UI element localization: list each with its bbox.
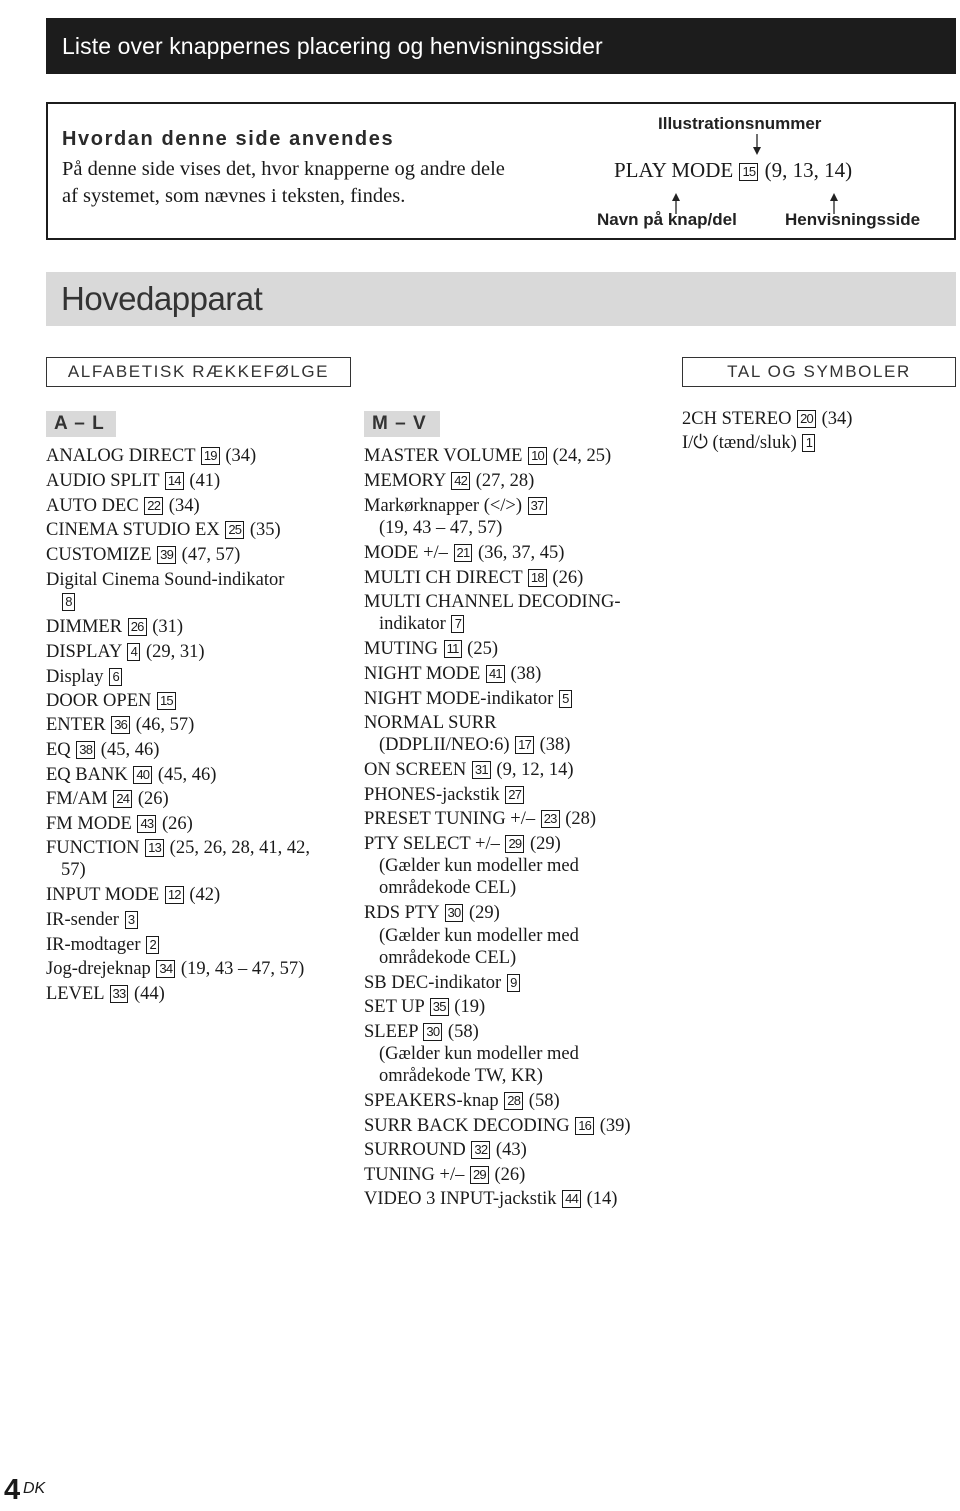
illustration-number-box: 17 bbox=[515, 736, 534, 754]
illustration-number-box: 14 bbox=[165, 472, 184, 490]
entry-label: AUTO DEC bbox=[46, 496, 139, 516]
howto-text bbox=[62, 156, 582, 210]
entry-label: FUNCTION bbox=[46, 838, 140, 858]
entry-label: områdekode TW, KR) bbox=[379, 1066, 543, 1086]
entry-label: indikator bbox=[379, 614, 446, 634]
entry-label: Display bbox=[46, 667, 104, 687]
page-number: 4 bbox=[4, 1474, 21, 1506]
entry-label: områdekode CEL) bbox=[379, 878, 517, 898]
index-entry bbox=[364, 808, 596, 830]
index-entry bbox=[364, 1188, 617, 1210]
page-reference: (38) bbox=[510, 664, 542, 684]
index-entry bbox=[46, 983, 165, 1005]
illustration-number-box: 13 bbox=[145, 839, 164, 857]
entry-label: PRESET TUNING +/– bbox=[364, 809, 536, 829]
entry-label: Markørknapper (</>) bbox=[364, 496, 523, 516]
index-entry bbox=[364, 902, 500, 924]
name-label: Navn på knap/del bbox=[597, 210, 737, 229]
entry-label: VIDEO 3 INPUT-jackstik bbox=[364, 1189, 557, 1209]
illustration-number-box: 21 bbox=[454, 544, 473, 562]
arrow-down-icon bbox=[751, 134, 763, 156]
page-reference: (47, 57) bbox=[181, 545, 241, 565]
page-reference: (29) bbox=[469, 903, 500, 923]
entry-label: EQ BANK bbox=[46, 765, 128, 785]
entry-label: MEMORY bbox=[364, 471, 446, 491]
entry-label: DOOR OPEN bbox=[46, 691, 152, 711]
illustration-number-box: 42 bbox=[451, 472, 470, 490]
illustration-number-box: 35 bbox=[430, 998, 449, 1016]
illustration-number-box: 37 bbox=[528, 497, 547, 515]
index-entry bbox=[46, 884, 220, 906]
entry-label: TUNING +/– bbox=[364, 1165, 465, 1185]
page-reference: (34) bbox=[821, 409, 853, 429]
illustration-number-box: 23 bbox=[541, 810, 560, 828]
page-reference: (46, 57) bbox=[135, 715, 195, 735]
page-reference: (35) bbox=[249, 520, 281, 540]
page-reference: (36, 37, 45) bbox=[478, 543, 565, 563]
index-entry bbox=[46, 764, 216, 786]
index-entry bbox=[46, 859, 86, 881]
index-entry bbox=[364, 925, 579, 947]
entry-label: ENTER bbox=[46, 715, 106, 735]
page-reference: (34) bbox=[225, 446, 257, 466]
illustration-number-box: 6 bbox=[109, 668, 122, 686]
page-reference: (29, 31) bbox=[145, 642, 205, 662]
page-banner: Liste over knappernes placering og henvisningssider bbox=[46, 18, 956, 74]
page-reference: (25) bbox=[467, 639, 498, 659]
entry-label: ANALOG DIRECT bbox=[46, 446, 196, 466]
entry-label: EQ bbox=[46, 740, 71, 760]
entry-label: AUDIO SPLIT bbox=[46, 471, 160, 491]
index-entry bbox=[364, 445, 611, 467]
entry-label: SET UP bbox=[364, 997, 425, 1017]
example-name: PLAY MODE bbox=[614, 158, 734, 182]
index-entry bbox=[364, 996, 485, 1018]
page-reference: (42) bbox=[189, 885, 221, 905]
index-entry bbox=[364, 784, 525, 806]
entry-label: CUSTOMIZE bbox=[46, 545, 152, 565]
index-entry bbox=[682, 432, 816, 454]
example-number-box: 15 bbox=[739, 163, 758, 181]
index-entry bbox=[364, 567, 583, 589]
index-entry bbox=[46, 788, 169, 810]
index-entry bbox=[364, 833, 561, 855]
entry-label: SLEEP bbox=[364, 1022, 418, 1042]
entry-label: IR-modtager bbox=[46, 935, 141, 955]
index-entry bbox=[364, 613, 465, 635]
illustration-number-box: 26 bbox=[128, 618, 147, 636]
entry-label: (DDPLII/NEO:6) bbox=[379, 735, 510, 755]
example-pages: (9, 13, 14) bbox=[764, 158, 853, 182]
illustration-number-box: 15 bbox=[157, 692, 176, 710]
entry-label: DISPLAY bbox=[46, 642, 122, 662]
page-suffix: DK bbox=[23, 1480, 46, 1497]
illustration-number-box: 44 bbox=[562, 1190, 581, 1208]
index-entry bbox=[364, 470, 534, 492]
illustration-number-box: 30 bbox=[423, 1023, 442, 1041]
index-entry bbox=[364, 855, 579, 877]
page-reference: (19) bbox=[454, 997, 486, 1017]
index-entry bbox=[364, 591, 621, 613]
index-entry bbox=[46, 837, 310, 859]
index-entry bbox=[364, 734, 570, 756]
illustration-number-box: 28 bbox=[504, 1092, 523, 1110]
index-entry bbox=[364, 1021, 479, 1043]
entry-label: PHONES-jackstik bbox=[364, 785, 500, 805]
index-entry bbox=[364, 972, 521, 994]
illustration-number-box: 2 bbox=[146, 936, 159, 954]
entry-label: (Gælder kun modeller med bbox=[379, 926, 579, 946]
page-reference: (14) bbox=[586, 1189, 618, 1209]
page-reference: (58) bbox=[528, 1091, 560, 1111]
illustration-number-box: 4 bbox=[127, 643, 140, 661]
page-reference: (26) bbox=[552, 568, 584, 588]
howto-box bbox=[46, 102, 956, 240]
page-reference: (28) bbox=[565, 809, 597, 829]
illustration-number-box: 5 bbox=[559, 690, 572, 708]
illustration-number-box: 30 bbox=[445, 904, 464, 922]
index-entry bbox=[46, 616, 183, 638]
group-a-l: A – L bbox=[46, 411, 116, 437]
page-reference: (19, 43 – 47, 57) bbox=[180, 959, 305, 979]
entry-label: områdekode CEL) bbox=[379, 948, 517, 968]
index-entry bbox=[46, 958, 304, 980]
entry-label: ON SCREEN bbox=[364, 760, 467, 780]
index-entry bbox=[364, 1065, 543, 1087]
illustration-number-box: 40 bbox=[133, 766, 152, 784]
howto-line-1: På denne side vises det, hvor knapperne og andre dele bbox=[62, 158, 505, 180]
illustration-number-box: 27 bbox=[505, 786, 524, 804]
illustration-number-box: 12 bbox=[165, 886, 184, 904]
entry-label: MULTI CHANNEL DECODING- bbox=[364, 592, 621, 612]
illustration-number-box: 20 bbox=[797, 410, 816, 428]
page-reference: (26) bbox=[137, 789, 169, 809]
illustration-number-box: 7 bbox=[451, 615, 464, 633]
index-entry bbox=[682, 408, 852, 430]
index-entry bbox=[46, 739, 159, 761]
illustration-number-box: 3 bbox=[125, 911, 138, 929]
illustration-number-box: 24 bbox=[113, 790, 132, 808]
howto-title: Hvordan denne side anvendes bbox=[62, 128, 395, 150]
page-reference: (38) bbox=[539, 735, 571, 755]
page-reference: (39) bbox=[599, 1116, 631, 1136]
howto-line-2: af systemet, som nævnes i teksten, findes. bbox=[62, 185, 406, 207]
entry-label: MODE +/– bbox=[364, 543, 448, 563]
illustration-number-box: 9 bbox=[507, 974, 520, 992]
illustration-label: Illustrationsnummer bbox=[658, 114, 822, 133]
example-line bbox=[614, 158, 852, 183]
entry-label: LEVEL bbox=[46, 984, 104, 1004]
index-entry bbox=[364, 1139, 527, 1161]
entry-label: SURROUND bbox=[364, 1140, 466, 1160]
page-reference: (43) bbox=[495, 1140, 527, 1160]
page-reference: (29) bbox=[529, 834, 561, 854]
entry-label: (Gælder kun modeller med bbox=[379, 856, 579, 876]
index-entry bbox=[364, 495, 548, 517]
index-entry bbox=[46, 591, 76, 613]
entry-label: 57) bbox=[61, 860, 86, 880]
page-reference: (45, 46) bbox=[100, 740, 160, 760]
index-entry bbox=[46, 714, 194, 736]
entry-label: MUTING bbox=[364, 639, 438, 659]
entry-label: MASTER VOLUME bbox=[364, 446, 523, 466]
index-entry bbox=[46, 470, 220, 492]
page-reference: (26) bbox=[161, 814, 193, 834]
index-entry bbox=[364, 1115, 631, 1137]
index-entry bbox=[364, 1043, 579, 1065]
page-reference: (24, 25) bbox=[552, 446, 612, 466]
illustration-number-box: 33 bbox=[110, 985, 129, 1003]
illustration-number-box: 22 bbox=[144, 497, 163, 515]
index-entry bbox=[364, 1164, 525, 1186]
entry-label: NIGHT MODE bbox=[364, 664, 481, 684]
illustration-number-box: 32 bbox=[471, 1141, 490, 1159]
illustration-number-box: 18 bbox=[528, 569, 547, 587]
illustration-number-box: 29 bbox=[470, 1166, 489, 1184]
entry-label: Jog-drejeknap bbox=[46, 959, 151, 979]
group-m-v: M – V bbox=[364, 411, 440, 437]
index-entry bbox=[364, 517, 502, 539]
index-entry bbox=[46, 569, 284, 591]
index-entry bbox=[46, 519, 281, 541]
illustration-number-box: 19 bbox=[201, 447, 220, 465]
index-entry bbox=[364, 759, 573, 781]
illustration-number-box: 11 bbox=[444, 640, 462, 658]
illustration-number-box: 34 bbox=[156, 960, 175, 978]
index-entry bbox=[46, 690, 177, 712]
page-reference: (58) bbox=[447, 1022, 479, 1042]
illustration-number-box: 31 bbox=[472, 761, 491, 779]
entry-label: SB DEC-indikator bbox=[364, 973, 502, 993]
index-entry bbox=[364, 638, 498, 660]
page-reference: (27, 28) bbox=[475, 471, 535, 491]
index-entry bbox=[46, 934, 160, 956]
entry-label: FM MODE bbox=[46, 814, 132, 834]
illustration-number-box: 39 bbox=[157, 546, 176, 564]
page-reference: (41) bbox=[189, 471, 221, 491]
entry-label: FM/AM bbox=[46, 789, 108, 809]
illustration-number-box: 29 bbox=[505, 835, 524, 853]
illustration-number-box: 1 bbox=[802, 434, 815, 452]
illustration-number-box: 8 bbox=[62, 593, 75, 611]
ref-label: Henvisningsside bbox=[785, 210, 921, 229]
illustration-number-box: 43 bbox=[137, 815, 156, 833]
index-entry bbox=[46, 909, 139, 931]
entry-label: INPUT MODE bbox=[46, 885, 160, 905]
entry-label: I/⏻ (tænd/sluk) bbox=[682, 433, 797, 453]
entry-label: RDS PTY bbox=[364, 903, 439, 923]
entry-label: NIGHT MODE-indikator bbox=[364, 689, 554, 709]
index-entry bbox=[46, 445, 256, 467]
page-reference: (9, 12, 14) bbox=[496, 760, 574, 780]
index-entry bbox=[364, 947, 516, 969]
index-entry bbox=[364, 663, 541, 685]
index-entry bbox=[364, 712, 496, 734]
page-reference: (34) bbox=[168, 496, 200, 516]
illustration-number-box: 16 bbox=[575, 1117, 594, 1135]
entry-label: MULTI CH DIRECT bbox=[364, 568, 523, 588]
page-reference: (44) bbox=[134, 984, 165, 1004]
index-entry bbox=[46, 544, 240, 566]
entry-label: NORMAL SURR bbox=[364, 713, 497, 733]
index-entry bbox=[46, 495, 200, 517]
index-entry bbox=[46, 641, 205, 663]
alphabetical-header: ALFABETISK RÆKKEFØLGE bbox=[46, 357, 351, 387]
index-entry bbox=[46, 666, 123, 688]
numbers-symbols-header: TAL OG SYMBOLER bbox=[682, 357, 956, 387]
illustration-number-box: 36 bbox=[111, 716, 130, 734]
page-reference: (25, 26, 28, 41, 42, bbox=[169, 838, 310, 858]
page-reference: (26) bbox=[494, 1165, 526, 1185]
index-entry bbox=[364, 877, 516, 899]
entry-label: (Gælder kun modeller med bbox=[379, 1044, 579, 1064]
entry-label: DIMMER bbox=[46, 617, 123, 637]
entry-label: IR-sender bbox=[46, 910, 119, 930]
index-entry bbox=[46, 813, 193, 835]
illustration-number-box: 41 bbox=[486, 665, 505, 683]
page-reference: (45, 46) bbox=[157, 765, 217, 785]
entry-label: Digital Cinema Sound-indikator bbox=[46, 570, 285, 590]
entry-label: CINEMA STUDIO EX bbox=[46, 520, 220, 540]
entry-label: PTY SELECT +/– bbox=[364, 834, 500, 854]
section-title: Hovedapparat bbox=[46, 272, 956, 326]
illustration-number-box: 38 bbox=[76, 741, 95, 759]
illustration-number-box: 10 bbox=[528, 447, 547, 465]
index-entry bbox=[364, 1090, 560, 1112]
entry-label: SPEAKERS-knap bbox=[364, 1091, 499, 1111]
entry-label: (19, 43 – 47, 57) bbox=[379, 518, 503, 538]
page-reference: (31) bbox=[152, 617, 184, 637]
illustration-number-box: 25 bbox=[225, 521, 244, 539]
entry-label: SURR BACK DECODING bbox=[364, 1116, 570, 1136]
index-entry bbox=[364, 542, 564, 564]
entry-label: 2CH STEREO bbox=[682, 409, 792, 429]
index-entry bbox=[364, 688, 573, 710]
